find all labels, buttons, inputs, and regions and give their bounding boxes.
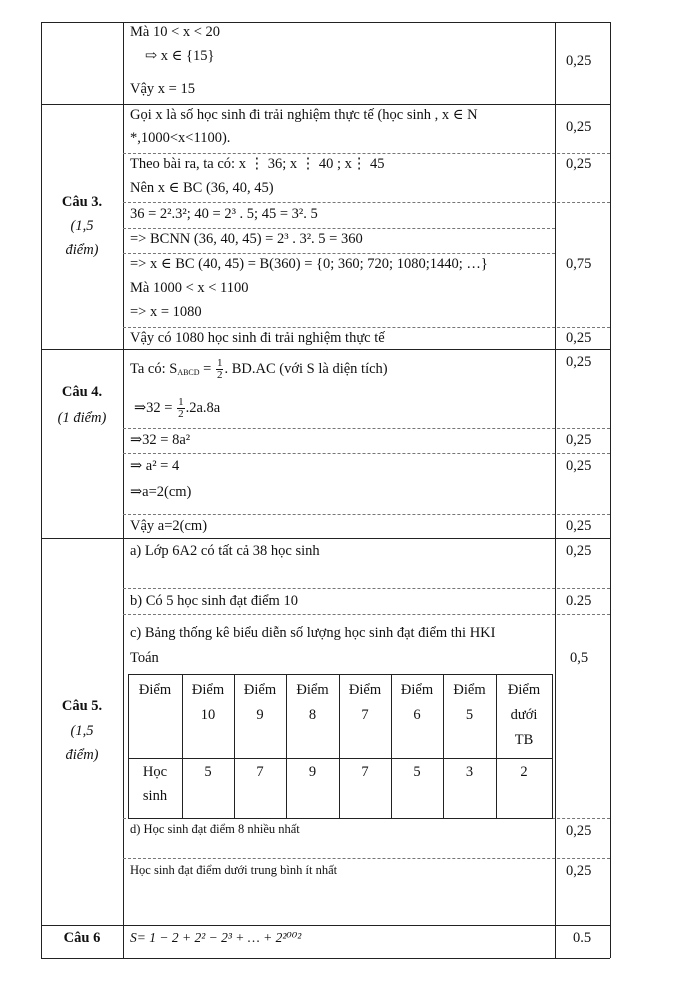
table-header-label: Điểm (138, 682, 172, 698)
answer-line: Mà 1000 < x < 1100 (130, 280, 249, 296)
score: 0,25 (566, 518, 592, 534)
table-header: Điểm (243, 682, 277, 698)
answer-line: ⇒32 = 8a² (130, 432, 191, 448)
score: 0,25 (566, 53, 592, 69)
score: 0,25 (566, 543, 592, 559)
fraction: $\frac{1}{2}$ (178, 396, 184, 420)
table-header: TB (514, 732, 534, 748)
table-cell: 3 (465, 764, 474, 780)
score: 0.25 (566, 593, 592, 609)
answer-line: Vậy x = 15 (130, 81, 195, 97)
fraction: $\frac{1}{2}$ (216, 357, 223, 381)
table-cell: 5 (204, 764, 212, 780)
answer-line: Nên x ∈ BC (36, 40, 45) (130, 180, 274, 196)
table-header: Điểm (400, 682, 434, 698)
answer-line: ⇒ a² = 4 (130, 458, 180, 474)
table-header: dưới (510, 707, 538, 723)
question-title: Câu 6 (63, 930, 101, 946)
answer-line: d) Học sinh đạt điểm 8 nhiều nhất (130, 822, 300, 836)
answer-line: Ta có: $S_{ABCD}$ = $\frac{1}{2}$ . BD.AC (với S là diện tích) (130, 357, 388, 381)
score: 0,25 (566, 330, 592, 346)
answer-line: ⇨ x ∈ {15} (145, 48, 215, 64)
table-cell: 2 (520, 764, 528, 780)
score: 0,25 (566, 863, 592, 879)
score: 0,25 (566, 156, 592, 172)
question-title: Câu 4. (61, 384, 103, 400)
table-header: Điểm (296, 682, 329, 698)
table-header: Điểm (453, 682, 486, 698)
answer-line: Học sinh đạt điểm dưới trung bình ít nhất (130, 863, 338, 877)
answer-line: ⇒32 = $\frac{1}{2}$ .2a.8a (134, 396, 221, 420)
table-cell: 7 (256, 764, 264, 780)
score: 0.5 (573, 930, 592, 946)
score: 0,25 (566, 119, 592, 135)
table-header: 5 (465, 707, 474, 723)
table-header: Điểm (348, 682, 382, 698)
answer-line: b) Có 5 học sinh đạt điểm 10 (130, 593, 298, 609)
question-title: Câu 5. (61, 698, 103, 714)
answer-line: Vậy a=2(cm) (130, 518, 208, 534)
answer-line: a) Lớp 6A2 có tất cả 38 học sinh (130, 543, 320, 559)
score: 0,25 (566, 458, 592, 474)
answer-line: c) Bảng thống kê biểu diễn số lượng học sinh đạt điểm thi HKI (130, 625, 496, 641)
table-row-label: Học (142, 764, 168, 780)
answer-line: *,1000<x<1100). (130, 130, 231, 146)
table-header: 10 (200, 707, 216, 723)
answer-line: 36 = 2².3²; 40 = 2³ . 5; 45 = 3². 5 (130, 206, 318, 222)
question-title: Câu 3. (61, 194, 103, 210)
table-cell: 7 (361, 764, 369, 780)
answer-line: Theo bài ra, ta có: x ⋮ 36; x ⋮ 40 ; x⋮ 45 (130, 156, 385, 172)
question-points: điểm) (65, 747, 99, 763)
answer-line: => BCNN (36, 40, 45) = 2³ . 3². 5 = 360 (130, 231, 363, 247)
answer-line: Mà 10 < x < 20 (130, 24, 221, 40)
table-header: 8 (308, 707, 317, 723)
table-row-label: sinh (142, 788, 168, 804)
table-header: Điểm (507, 682, 541, 698)
question-points: (1,5 (70, 723, 94, 739)
answer-line: => x = 1080 (130, 304, 202, 320)
question-points: (1,5 (70, 218, 94, 234)
table-header: 9 (256, 707, 264, 723)
score: 0,25 (566, 354, 592, 370)
table-cell: 5 (413, 764, 421, 780)
table-header: 7 (361, 707, 369, 723)
score: 0,25 (566, 432, 592, 448)
table-header: 6 (413, 707, 421, 723)
table-header: Điểm (191, 682, 225, 698)
answer-line: Toán (130, 650, 159, 666)
score: 0,75 (566, 256, 592, 272)
question-points: điểm) (65, 242, 99, 258)
score: 0,5 (570, 650, 589, 666)
table-cell: 9 (308, 764, 317, 780)
score: 0,25 (566, 823, 592, 839)
answer-line: ⇒a=2(cm) (130, 484, 192, 500)
formula: S= 1 − 2 + 2² − 2³ + … + 2²⁰⁰² (130, 930, 302, 945)
answer-line: => x ∈ BC (40, 45) = B(360) = {0; 360; 720; 1080;1440; …} (130, 256, 488, 272)
answer-line: Gọi x là số học sinh đi trải nghiệm thực tế (học sinh , x ∈ N (130, 107, 478, 123)
question-points: (1 điểm) (57, 410, 107, 426)
answer-line: Vậy có 1080 học sinh đi trải nghiệm thực tế (130, 330, 385, 346)
